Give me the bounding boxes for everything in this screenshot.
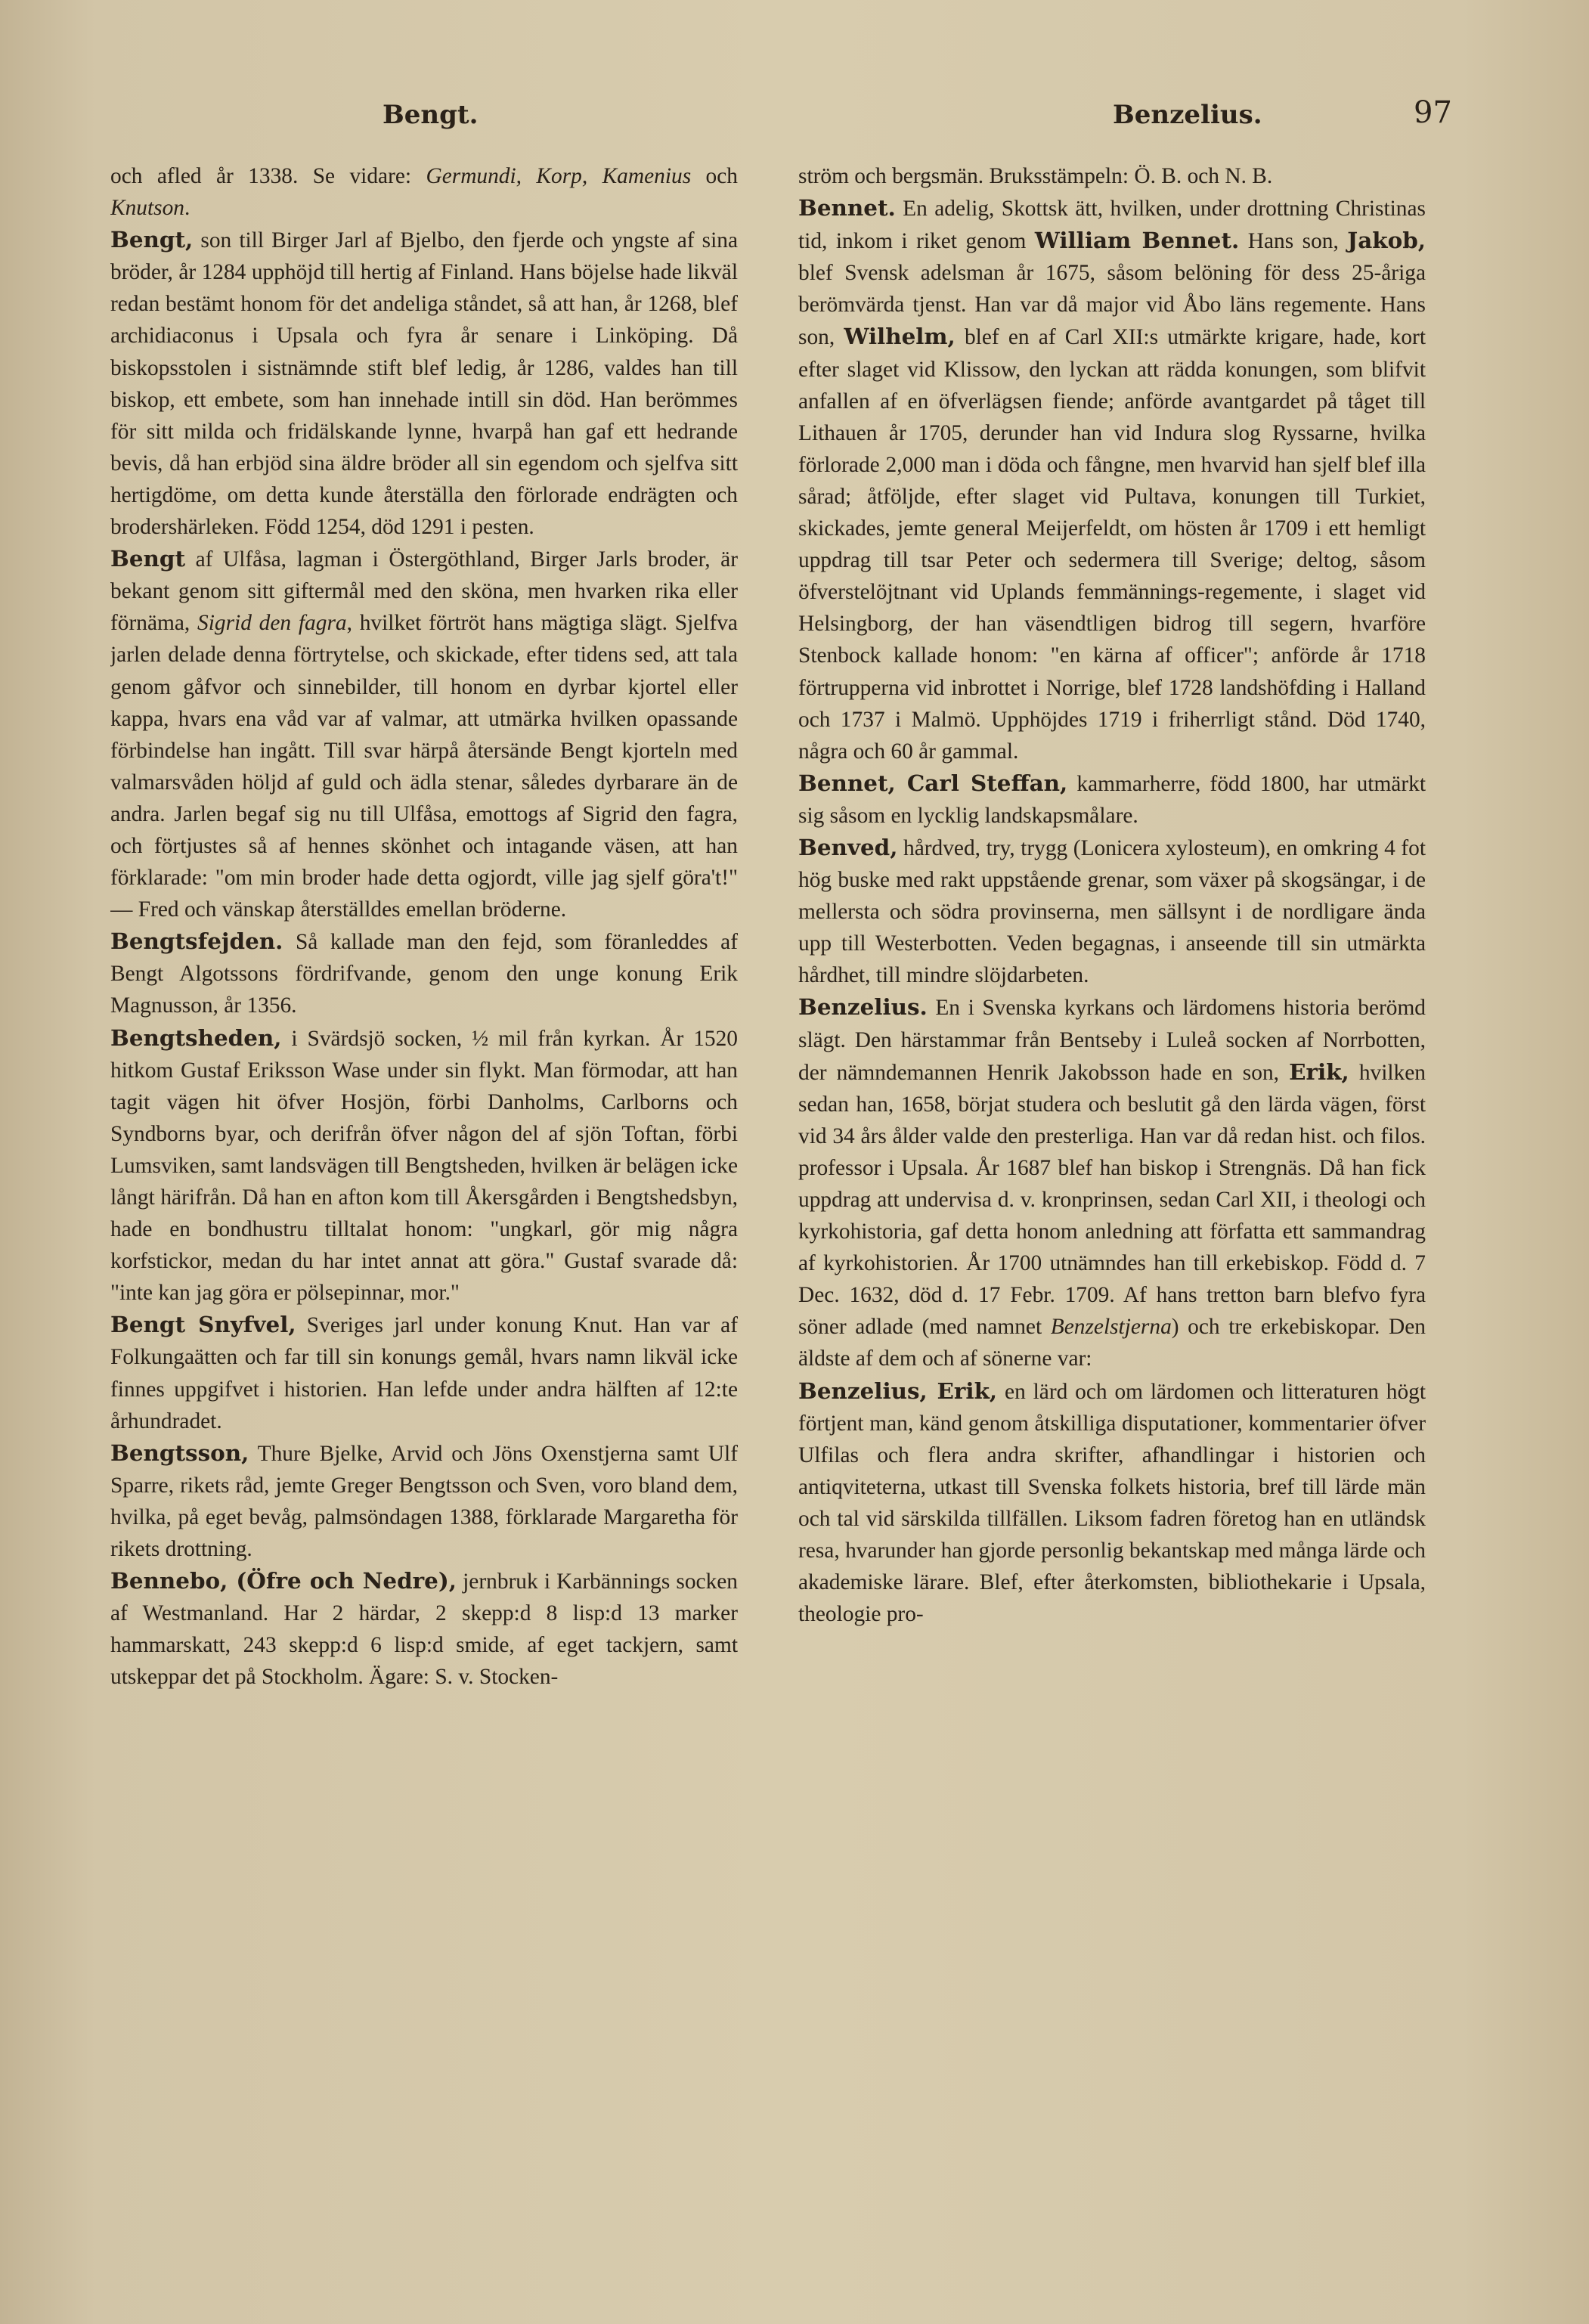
entry-text: Hans son, [1239, 229, 1348, 254]
entry-bengt-ulfasa [110, 543, 738, 925]
entry-bengtsheden [110, 1022, 738, 1309]
entry-text: En i Svenska kyrkans och lärdomens historia berömd slägt. Den härstammar från Bentseby i Luleå socken af Norrbotten, der nämndemannen Henrik Jakobsson hade en son, [798, 996, 1426, 1085]
entry-bennebo [110, 1565, 738, 1693]
right-column [798, 160, 1426, 2262]
entry-text: kammarherre, född 1800, har utmärkt sig såsom en lycklig landskapsmålare. [798, 771, 1426, 828]
entry-headword: Bengtsson, [110, 1439, 249, 1466]
entry-headword: Benzelius, Erik, [798, 1377, 998, 1404]
entry-headword: Bengtsheden, [110, 1024, 282, 1051]
entry-continuation [798, 160, 1426, 192]
entry-headword: Bengt, [110, 226, 194, 253]
entry-text: ström och bergsmän. Bruksstämpeln: Ö. B. och N. B. [798, 164, 1273, 188]
entry-text: och afled år 1338. Se vidare: [110, 164, 426, 188]
entry-text: en lärd och om lärdomen och litteraturen högt förtjent man, känd genom åtskilliga disputationer, kommentarier öfver Ulfilas och flera andra skrifter, afhandlingar i historien och antiqviteterna, utkast till Svenska folkets historia, bref till lärde män och tal vid särskilda tillfällen. Liksom fadren företog han en utländsk resa, hvarunder han gjorde personlig bekantskap med många lärde och akademiske lärare. Blef, efter återkomsten, bibliothekarie i Upsala, theologie pro- [798, 1379, 1426, 1627]
entry-headword: Bengt [110, 545, 186, 572]
entry-text: hårdved, try, trygg (Lonicera xylosteum), en omkring 4 fot hög buske med rakt uppstående grenar, som växer på skogsängar, i de mellersta och södra provinserna, men sällsynt i de nordligare ända upp till Westerbotten. Veden begagnas, i anseende till sin utmärkta hårdhet, till mindre slöjdarbeten. [798, 835, 1426, 988]
entry-text: jernbruk i Karbännings socken af Westmanland. Har 2 härdar, 2 skepp:d 8 lisp:d 13 marker hammarskatt, 243 skepp:d 6 lisp:d smide, af eget tackjern, samt utskeppar det på Stockholm. Ägare: S. v. Stocken- [110, 1569, 738, 1690]
entry-subheadword: Wilhelm, [844, 323, 956, 350]
running-header [0, 95, 1589, 145]
entry-benzelius [798, 991, 1426, 1374]
entry-headword: Benzelius. [798, 993, 928, 1021]
entry-subheadword: Jakob, [1347, 227, 1426, 254]
entry-benzelius-erik [798, 1375, 1426, 1631]
cross-reference: Knutson [110, 196, 184, 221]
entry-text: i Svärdsjö socken, ½ mil från kyrkan. År 1520 hitkom Gustaf Eriksson Wase under sin flykt. Man förmodar, att han tagit vägen hit öfver Hosjön, förbi Danholms, Carlborns och Syndborns byar, och derifrån öfver någon del af sjön Toftan, förbi Lumsviken, samt landsvägen till Bengtsheden, hvilken är belägen icke långt härifrån. Då han en afton kom till Åkersgården i Bengtshedsbyn, hade en bondhustru tilltalat honom: "ungkarl, gör mig några korfstickor, medan du har intet annat att göra." Gustaf svarade då: "inte kan jag göra er pölsepinnar, mor." [110, 1026, 738, 1306]
entry-text: , hvilket förtröt hans mägtiga slägt. Sjelfva jarlen delade denna förtrytelse, och skickade, efter tidens sed, att tala genom gåfvor och sinnebilder, till honom en dyrbar kjortel eller kappa, hvars ena våd var af valmar, att utmärka hvilken opassande förbindelse han ingått. Till svar härpå återsände Bengt kjorteln med valmarsvåden höljd af guld och ädla stenar, således dyrbarare än de andra. Jarlen begaf sig nu till Ulfåsa, emottogs af Sigrid den fagra, och förtjustes så af hennes skönhet och intagande väsen, att han förklarade: "om min broder hade detta ogjordt, ville jag sjelf göra't!" — Fred och vänskap återställdes emellan bröderne. [110, 611, 738, 922]
entry-bengt-snyfvel [110, 1309, 738, 1436]
entry-text: af Ulfåsa, lagman i Östergöthland, Birger Jarls broder, är bekant genom sitt giftermål med den sköna, men hvarken rika eller förnäma, [110, 547, 738, 636]
entry-bengtsfejden [110, 925, 738, 1021]
entry-text: . [184, 196, 190, 221]
entry-headword: Bennebo, (Öfre och Nedre), [110, 1567, 457, 1594]
entry-text: blef en af Carl XII:s utmärkte krigare, hade, kort efter slaget vid Klissow, den lyckan att rädda konungen, som blifvit anfallen af en öfverlägsen fiende; anförde avantgardet på tåget till Lithauen år 1705, derunder han vid Indura slog Ryssarne, hvilka förlorade 2,000 man i döda och fångne, men hvarvid han sjelf blef illa sårad; åtföljde, efter slaget vid Pultava, konungen till Turkiet, skickades, jemte general Meijerfeldt, om hösten år 1709 i ett hemligt uppdrag till tsar Peter och sedermera till Sverige; deltog, såsom öfverstelöjtnant vid Uplands femmännings-regemente, i slaget vid Helsingborg, der han väsendtligen bidrog till segern, hvarföre Stenbock kallade honom: "en kärna af officer"; anförde år 1718 förtrupperna vid inbrottet i Norrige, blef 1728 landshöfding i Halland och 1737 i Malmö. Upphöjdes 1719 i friherrligt stånd. Död 1740, några och 60 år gammal. [798, 325, 1426, 764]
entry-italic: Benzelstjerna [1050, 1315, 1172, 1340]
entry-text: blef Svensk adelsman år 1675, såsom belöning för dess 25-åriga berömvärda tjenst. Han var då major vid Åbo läns regemente. Hans son, [798, 261, 1426, 350]
entry-headword: Bennet, Carl Steffan, [798, 769, 1068, 796]
entry-text: hvilken sedan han, 1658, börjat studera och beslutit gå den lärda vägen, först vid 34 års ålder valde den presterliga. Han var då redan hist. och filos. professor i Upsala. År 1687 blef han biskop i Strengnäs. Då han fick uppdrag att undervisa d. v. kronprinsen, sedan Carl XII, i theologi och kyrkohistoria, gaf detta honom anledning att författa ett sammandrag af kyrkohistorien. År 1700 utnämndes han till erkebiskop. Född d. 7 Dec. 1632, död d. 17 Febr. 1709. Af hans tretton barn blefvo fyra söner adlade (med namnet [798, 1060, 1426, 1340]
entry-headword: Bengt Snyfvel, [110, 1311, 296, 1338]
entry-bennet [798, 192, 1426, 767]
entry-headword: Bengtsfejden. [110, 928, 283, 955]
header-left-word: Bengt. [383, 100, 479, 130]
entry-text: ) och tre erkebiskopar. Den äldste af dem och af sönerne var: [798, 1315, 1426, 1371]
left-column [110, 160, 738, 2262]
entry-subheadword: Erik, [1289, 1058, 1349, 1085]
entry-bengt [110, 224, 738, 543]
header-right-word: Benzelius. [1113, 100, 1262, 130]
entry-bengtsson [110, 1437, 738, 1565]
cross-reference: Germundi, Korp, Kamenius [426, 164, 692, 188]
entry-headword: Bennet. [798, 194, 896, 222]
entry-continuation [110, 160, 738, 224]
entry-text: Thure Bjelke, Arvid och Jöns Oxenstjerna samt Ulf Sparre, rikets råd, jemte Greger Bengtsson och Sven, voro bland dem, hvilka, på eget bevåg, palmsöndagen 1388, förklarade Margaretha för rikets drottning. [110, 1441, 738, 1562]
entry-text: son till Birger Jarl af Bjelbo, den fjerde och yngste af sina bröder, år 1284 upphöjd till hertig af Finland. Hans böjelse hade likväl redan bestämt honom för det andeliga ståndet, så att han, år 1268, blef archidiaconus i Upsala och fyra år senare i Linköping. Då biskopsstolen i sistnämnde stift blef ledig, år 1286, valdes han till biskop, ett embete, som han innehade intill sin död. Han berömmes för sitt milda och fridälskande lynne, hvarpå han gaf ett hedrande bevis, då han erbjöd sina äldre bröder all sin egendom och sjelfva sitt hertigdöme, om detta kunde återställa den förlorade endrägten och brodershärleken. Född 1254, död 1291 i pesten. [110, 228, 738, 540]
entry-bennet-carl-steffan [798, 767, 1426, 832]
entry-subheadword: William Bennet. [1034, 227, 1240, 254]
entry-text: Så kallade man den fejd, som föranleddes af Bengt Algotssons fördrifvande, genom den unge konung Erik Magnusson, år 1356. [110, 930, 738, 1018]
entry-benved [798, 832, 1426, 991]
entry-italic: Sigrid den fagra [197, 611, 347, 636]
page-number: 97 [1414, 95, 1452, 130]
entry-text: Sveriges jarl under konung Knut. Han var af Folkungaätten och far till sin konungs gemål, hvars namn likväl icke finnes uppgifvet i historien. Han lefde under andra hälften af 12:te århundradet. [110, 1313, 738, 1433]
entry-text: och [691, 164, 738, 188]
entry-headword: Benved, [798, 833, 898, 860]
entry-text: En adelig, Skottsk ätt, hvilken, under drottning Christinas tid, inkom i riket genom [798, 197, 1426, 254]
